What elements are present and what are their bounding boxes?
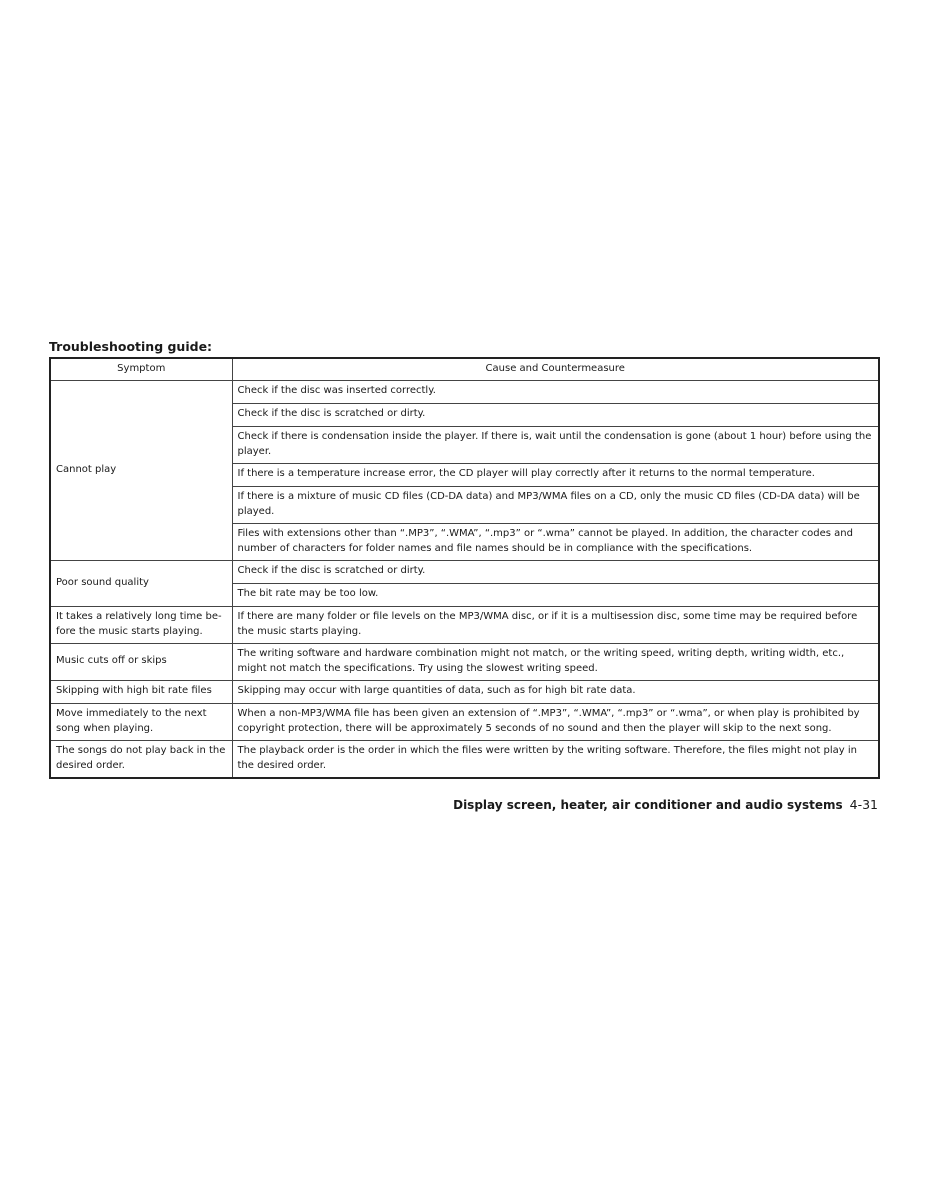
table-row (50, 704, 879, 741)
symptom-cell: Skipping with high bit rate files (50, 681, 232, 704)
symptom-column-header: Symptom (50, 358, 232, 381)
symptom-cell: The songs do not play back in the desired order. (50, 741, 232, 779)
symptom-cell: Move immediately to the next song when playing. (50, 704, 232, 741)
cause-cell: If there is a temperature increase error, the CD player will play correctly after it returns to the normal temperature. (232, 464, 879, 487)
cause-cell: Check if the disc was inserted correctly. (232, 381, 879, 404)
cause-cell: Check if the disc is scratched or dirty. (232, 561, 879, 584)
table-header-row (50, 358, 879, 381)
cause-cell: The bit rate may be too low. (232, 584, 879, 607)
footer-chapter-title: Display screen, heater, air conditioner and audio systems (453, 798, 843, 812)
page-footer (453, 797, 878, 812)
symptom-cell: Cannot play (50, 381, 232, 561)
troubleshooting-table (49, 357, 880, 779)
cause-cell: Check if the disc is scratched or dirty. (232, 404, 879, 427)
table-row (50, 607, 879, 644)
table-row (50, 681, 879, 704)
cause-column-header: Cause and Countermeasure (232, 358, 879, 381)
cause-cell: The writing software and hardware combination might not match, or the writing speed, writing depth, writing width, etc., might not match the specifications. Try using the slowest writing speed. (232, 644, 879, 681)
table-row (50, 561, 879, 584)
page-number: 4-31 (849, 797, 878, 812)
symptom-cell: Music cuts off or skips (50, 644, 232, 681)
cause-cell: Files with extensions other than “.MP3”, “.WMA”, “.mp3” or “.wma” cannot be played. In addition, the character codes and number of characters for folder names and file names should be in compliance with the specifications. (232, 524, 879, 561)
table-row (50, 741, 879, 779)
troubleshooting-table-container (49, 357, 878, 779)
table-row (50, 644, 879, 681)
cause-cell: The playback order is the order in which the files were written by the writing software. Therefore, the files might not play in the desired order. (232, 741, 879, 779)
cause-cell: If there is a mixture of music CD files (CD-DA data) and MP3/WMA files on a CD, only the music CD files (CD-DA data) will be played. (232, 487, 879, 524)
cause-cell: Check if there is condensation inside the player. If there is, wait until the condensation is gone (about 1 hour) before using the player. (232, 427, 879, 464)
section-title: Troubleshooting guide: (49, 339, 213, 354)
table-row (50, 381, 879, 404)
symptom-cell: It takes a relatively long time be-fore the music starts playing. (50, 607, 232, 644)
symptom-cell: Poor sound quality (50, 561, 232, 607)
cause-cell: If there are many folder or file levels on the MP3/WMA disc, or if it is a multisession disc, some time may be required before the music starts playing. (232, 607, 879, 644)
cause-cell: Skipping may occur with large quantities of data, such as for high bit rate data. (232, 681, 879, 704)
cause-cell: When a non-MP3/WMA file has been given an extension of “.MP3”, “.WMA”, “.mp3” or “.wma”, or when play is prohibited by copyright protection, there will be approximately 5 seconds of no sound and then the player will skip to the next song. (232, 704, 879, 741)
